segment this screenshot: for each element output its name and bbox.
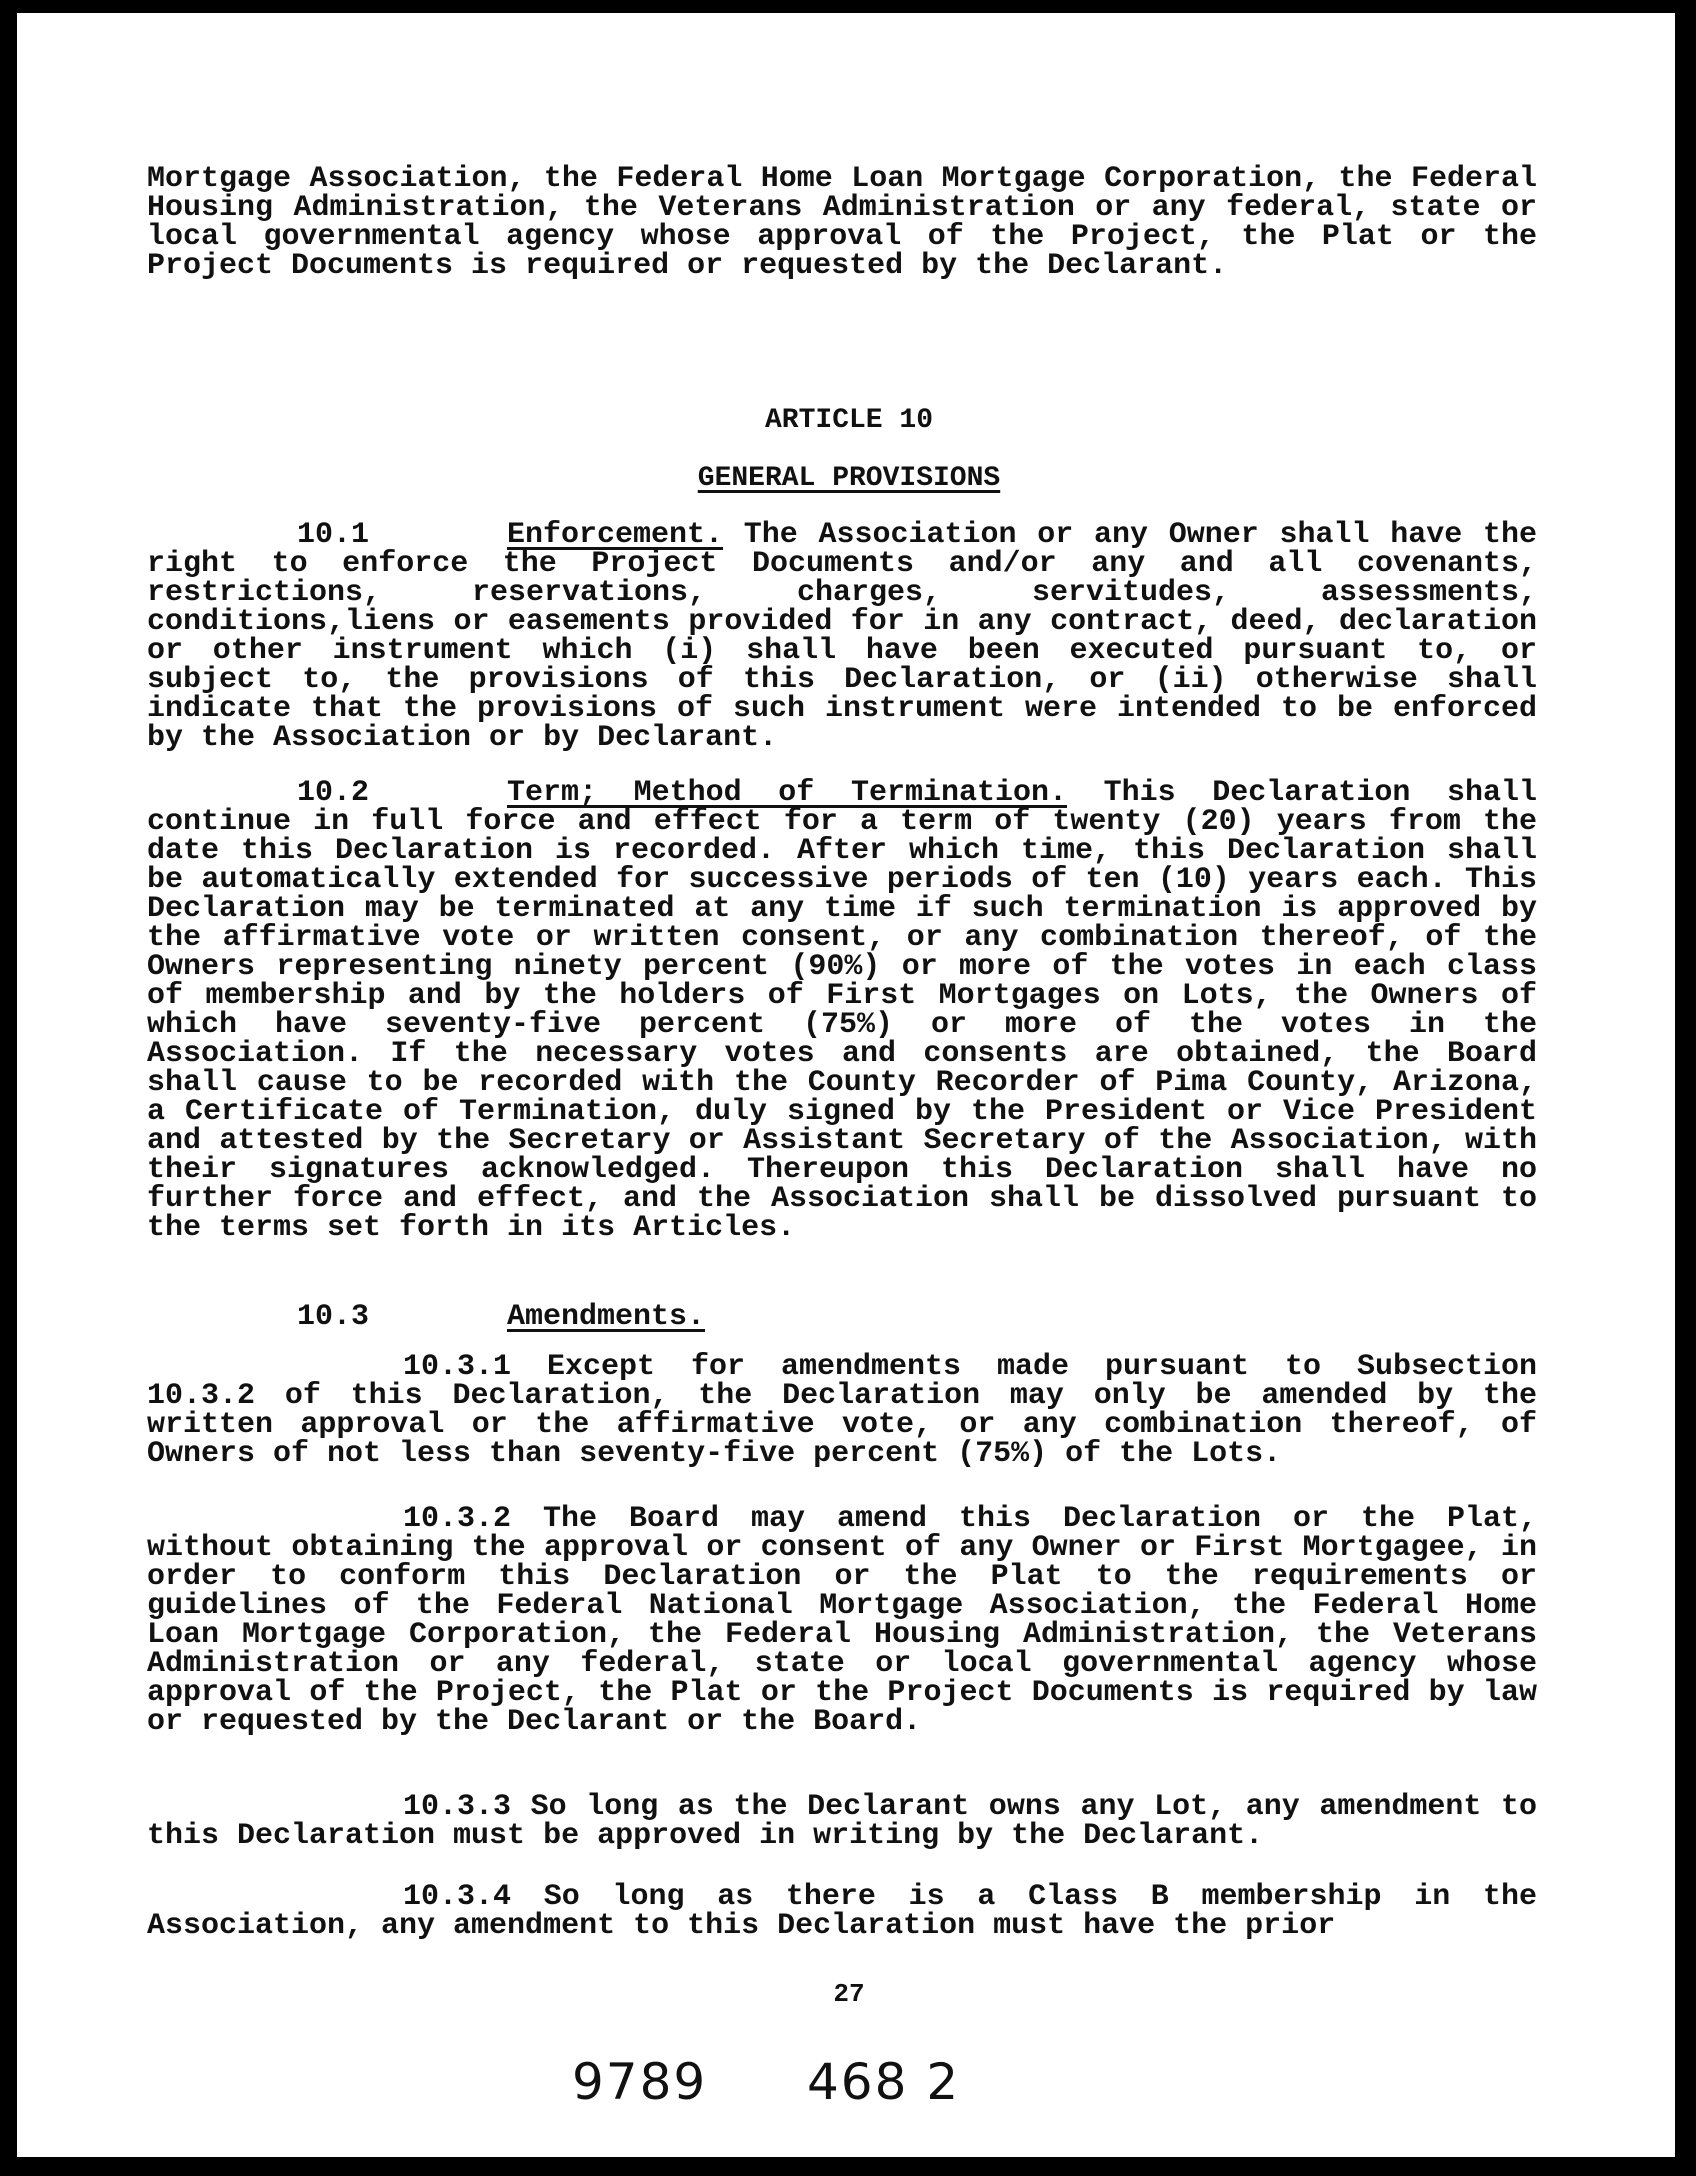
document-page <box>14 10 1678 2160</box>
recording-stamp-right: 468 2 <box>807 2053 961 2111</box>
subsection-number: 10.3.4 <box>403 1880 512 1914</box>
section-number: 10.3 <box>297 1300 370 1334</box>
section-10-1 <box>147 518 1537 755</box>
section-title: Enforcement. <box>507 518 724 552</box>
intro-paragraph: Mortgage Association, the Federal Home Loan Mortgage Corporation, the Federal Housing Administration, the Veterans Administration or any federal, state or local governmental agency whose approval of the Project, the Plat or the Project Documents is required or requested by the Declarant. <box>147 162 1537 283</box>
subsection-number: 10.3.3 <box>403 1790 512 1824</box>
section-10-3-2 <box>147 1502 1537 1739</box>
section-10-2 <box>147 776 1537 1245</box>
article-subtitle <box>17 463 1678 494</box>
section-10-3 <box>147 1300 1537 1334</box>
page-number: 27 <box>833 1979 865 2009</box>
subsection-text: So long as the Declarant owns any Lot, any amendment to this Declaration must be approved in writing by the Declarant. <box>147 1790 1537 1853</box>
subsection-text: Except for amendments made pursuant to Subsection 10.3.2 of this Declaration, the Declaration may only be amended by the written approval or the affirmative vote, or any combination thereof, of Owners of not less than seventy-five percent (75%) of the Lots. <box>147 1350 1537 1471</box>
section-number: 10.2 <box>297 776 370 810</box>
section-10-3-1 <box>147 1350 1537 1471</box>
subsection-text: So long as there is a Class B membership in the Association, any amendment to this Declaration must have the prior <box>147 1880 1537 1943</box>
section-10-3-3 <box>147 1790 1537 1853</box>
section-10-3-4 <box>147 1880 1537 1943</box>
subsection-number: 10.3.2 <box>403 1502 512 1536</box>
subsection-number: 10.3.1 <box>403 1350 512 1384</box>
section-number: 10.1 <box>297 518 370 552</box>
article-title: ARTICLE 10 <box>764 405 934 436</box>
intro-paragraph-block <box>147 162 1537 283</box>
section-text: This Declaration shall continue in full force and effect for a term of twenty (20) years from the date this Declaration is recorded. After which time, this Declaration shall be automatically extended for successive periods of ten (10) years each. This Declaration may be terminated at any time if such termination is approved by the affirmative vote or written consent, or any combination thereof, of the Owners representing ninety percent (90%) or more of the votes in each class of membership and by the holders of First Mortgages on Lots, the Owners of which have seventy-five percent (75%) or more of the votes in the Association. If the necessary votes and consents are obtained, the Board shall cause to be recorded with the County Recorder of Pima County, Arizona, a Certificate of Termination, duly signed by the President or Vice President and attested by the Secretary or Assistant Secretary of the Association, with their signatures acknowledged. Thereupon this Declaration shall have no further force and effect, and the Association shall be dissolved pursuant to the terms set forth in its Articles. <box>147 776 1537 1245</box>
section-title: Amendments. <box>507 1300 706 1334</box>
subsection-text: The Board may amend this Declaration or the Plat, without obtaining the approval or consent of any Owner or First Mortgagee, in order to conform this Declaration or the Plat to the requirements or guidelines of the Federal National Mortgage Association, the Federal Home Loan Mortgage Corporation, the Federal Housing Administration, the Veterans Administration or any federal, state or local governmental agency whose approval of the Project, the Plat or the Project Documents is required by law or requested by the Declarant or the Board. <box>147 1502 1537 1739</box>
section-title: Term; Method of Termination. <box>507 776 1067 810</box>
section-text: The Association or any Owner shall have the right to enforce the Project Documents and/or any and all covenants, restrictions, reservations, charges, servitudes, assessments, conditions,liens or easements provided for in any contract, deed, declaration or other instrument which (i) shall have been executed pursuant to, or subject to, the provisions of this Declaration, or (ii) otherwise shall indicate that the provisions of such instrument were intended to be enforced by the Association or by Declarant. <box>147 518 1537 755</box>
article-subtitle-text: GENERAL PROVISIONS <box>697 463 1001 494</box>
recording-stamp-left: 9789 <box>572 2053 708 2111</box>
